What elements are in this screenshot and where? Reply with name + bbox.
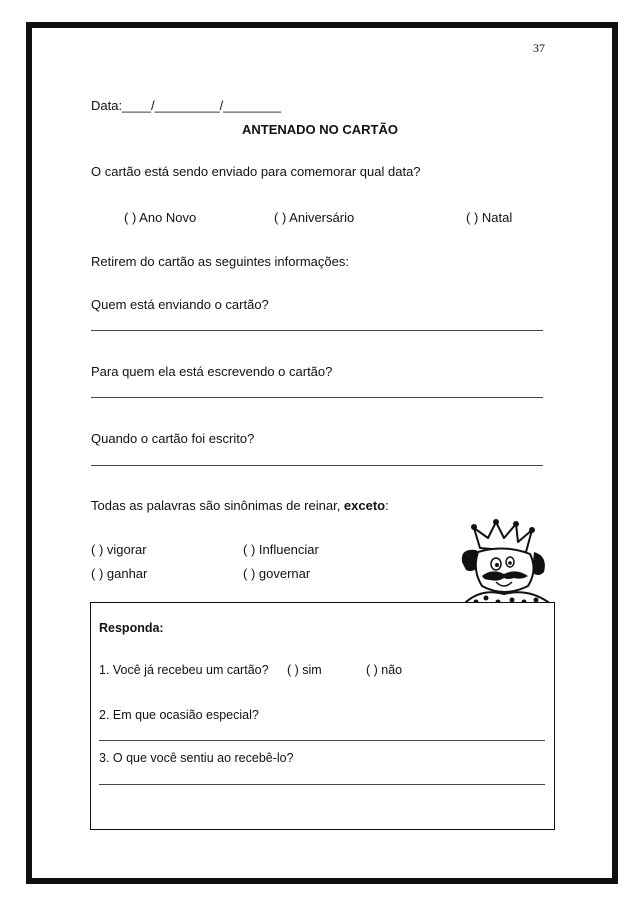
answer-line-when[interactable] — [91, 465, 543, 466]
answer-line-recipient[interactable] — [91, 397, 543, 398]
answer-line-occasion[interactable] — [99, 740, 545, 741]
option-governar[interactable]: ( ) governar — [243, 566, 311, 581]
synonyms-emphasis: exceto — [343, 498, 386, 513]
king-illustration — [452, 518, 556, 610]
option-sim[interactable]: ( ) sim — [287, 663, 322, 677]
respond-question-2: 2. Em que ocasião especial? — [99, 708, 259, 722]
option-ganhar[interactable]: ( ) ganhar — [91, 566, 148, 581]
option-natal[interactable]: ( ) Natal — [466, 210, 513, 225]
page-number: 37 — [533, 41, 545, 55]
question-recipient: Para quem ela está escrevendo o cartão? — [91, 364, 333, 379]
synonyms-suffix: : — [385, 498, 389, 513]
date-line: Data:____/_________/________ — [91, 98, 282, 113]
respond-heading: Responda: — [99, 621, 164, 635]
instruction-text: Retirem do cartão as seguintes informações: — [91, 254, 349, 269]
synonyms-prefix: Todas as palavras são sinônimas de reinar, — [91, 498, 344, 513]
respond-question-1: 1. Você já recebeu um cartão? — [99, 663, 269, 677]
worksheet-title: ANTENADO NO CARTÃO — [242, 122, 398, 137]
question-occasion: O cartão está sendo enviado para comemorar qual data? — [91, 164, 421, 179]
option-nao[interactable]: ( ) não — [366, 663, 403, 677]
option-ano-novo[interactable]: ( ) Ano Novo — [124, 210, 197, 225]
question-sender: Quem está enviando o cartão? — [91, 297, 269, 312]
answer-line-sender[interactable] — [91, 330, 543, 331]
option-vigorar[interactable]: ( ) vigorar — [91, 542, 147, 557]
answer-line-feeling[interactable] — [99, 784, 545, 785]
option-influenciar[interactable]: ( ) Influenciar — [243, 542, 319, 557]
option-aniversario[interactable]: ( ) Aniversário — [274, 210, 355, 225]
question-when: Quando o cartão foi escrito? — [91, 431, 255, 446]
respond-question-3: 3. O que você sentiu ao recebê-lo? — [99, 751, 294, 765]
respond-box — [90, 602, 555, 830]
question-synonyms — [91, 498, 389, 514]
